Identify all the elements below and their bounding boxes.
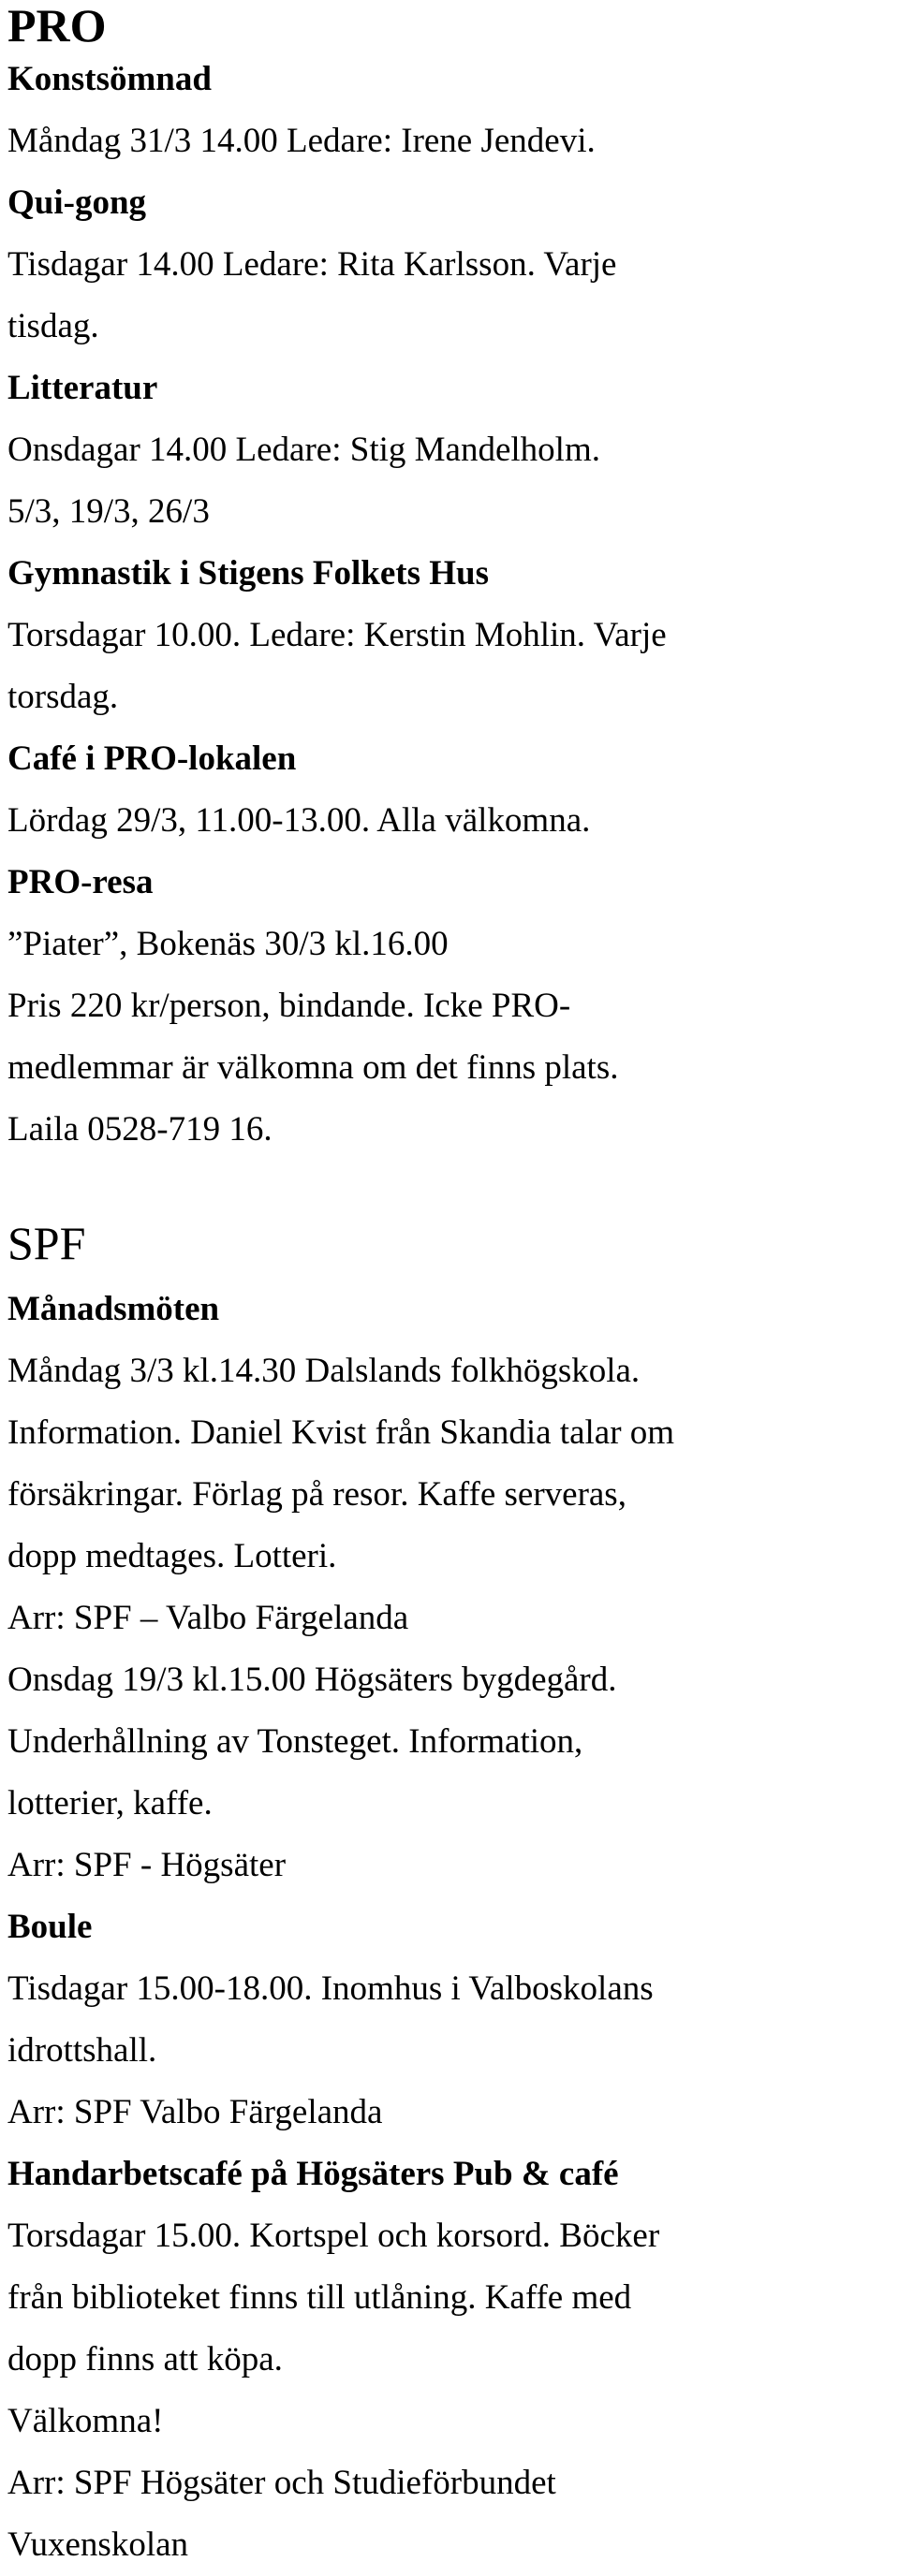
spf-boule-text-1: Tisdagar 15.00-18.00. Inomhus i Valboskolans xyxy=(7,1969,654,2008)
spf-handarbetscafe-text-3: dopp finns att köpa. xyxy=(7,2340,283,2378)
pro-gymnastik-text-2: torsdag. xyxy=(7,678,119,716)
pro-litteratur-text-1: Onsdagar 14.00 Ledare: Stig Mandelholm. xyxy=(7,431,600,469)
spf-onsdag-arr: Arr: SPF - Högsäter xyxy=(7,1846,287,1884)
spf-manadsmoten-text-4: dopp medtages. Lotteri. xyxy=(7,1537,337,1575)
pro-gymnastik-text-1: Torsdagar 10.00. Ledare: Kerstin Mohlin. Varje xyxy=(7,616,667,654)
section-gap xyxy=(7,1161,897,1208)
pro-quigong-heading: Qui-gong xyxy=(7,183,147,222)
pro-cafe-heading: Café i PRO-lokalen xyxy=(7,739,297,778)
pro-quigong-text-1: Tisdagar 14.00 Ledare: Rita Karlsson. Varje xyxy=(7,245,617,284)
spf-handarbetscafe-heading: Handarbetscafé på Högsäters Pub & café xyxy=(7,2155,619,2193)
pro-resa-heading: PRO-resa xyxy=(7,863,154,901)
spf-handarbetscafe-welcome: Välkomna! xyxy=(7,2402,164,2440)
document xyxy=(7,0,897,2576)
pro-quigong-text-2: tisdag. xyxy=(7,307,99,345)
spf-handarbetscafe-text-2: från biblioteket finns till utlåning. Kaffe med xyxy=(7,2278,632,2317)
pro-konstsomnad-heading: Konstsömnad xyxy=(7,60,212,98)
spf-handarbetscafe-arr-2: Vuxenskolan xyxy=(7,2525,189,2564)
pro-litteratur-text-2: 5/3, 19/3, 26/3 xyxy=(7,492,210,531)
spf-manadsmoten-text-1: Måndag 3/3 kl.14.30 Dalslands folkhögskola. xyxy=(7,1352,641,1390)
pro-resa-text-2: Pris 220 kr/person, bindande. Icke PRO- xyxy=(7,987,571,1025)
pro-konstsomnad-text: Måndag 31/3 14.00 Ledare: Irene Jendevi. xyxy=(7,122,596,160)
pro-resa-text-1: ”Piater”, Bokenäs 30/3 kl.16.00 xyxy=(7,925,449,963)
spf-manadsmoten-arr: Arr: SPF – Valbo Färgelanda xyxy=(7,1599,409,1637)
spf-handarbetscafe-text-1: Torsdagar 15.00. Kortspel och korsord. Böcker xyxy=(7,2217,660,2255)
spf-boule-arr: Arr: SPF Valbo Färgelanda xyxy=(7,2093,383,2131)
spf-manadsmoten-text-3: försäkringar. Förlag på resor. Kaffe serveras, xyxy=(7,1475,626,1514)
spf-onsdag-text-3: lotterier, kaffe. xyxy=(7,1784,213,1822)
pro-cafe-text: Lördag 29/3, 11.00-13.00. Alla välkomna. xyxy=(7,801,591,840)
pro-section xyxy=(7,0,897,1161)
spf-manadsmoten-text-2: Information. Daniel Kvist från Skandia talar om xyxy=(7,1413,675,1452)
pro-litteratur-heading: Litteratur xyxy=(7,369,158,407)
spf-boule-heading: Boule xyxy=(7,1908,93,1946)
spf-section xyxy=(7,1208,897,2576)
spf-onsdag-text-1: Onsdag 19/3 kl.15.00 Högsäters bygdegård. xyxy=(7,1661,617,1699)
spf-onsdag-text-2: Underhållning av Tonsteget. Information, xyxy=(7,1722,583,1761)
spf-handarbetscafe-arr-1: Arr: SPF Högsäter och Studieförbundet xyxy=(7,2464,556,2502)
spf-manadsmoten-heading: Månadsmöten xyxy=(7,1290,220,1328)
pro-resa-contact: Laila 0528-719 16. xyxy=(7,1110,273,1149)
pro-heading: PRO xyxy=(7,0,107,51)
pro-resa-text-3: medlemmar är välkomna om det finns plats. xyxy=(7,1048,619,1087)
pro-gymnastik-heading: Gymnastik i Stigens Folkets Hus xyxy=(7,554,489,593)
spf-boule-text-2: idrottshall. xyxy=(7,2031,157,2070)
spf-heading: SPF xyxy=(7,1217,86,1269)
